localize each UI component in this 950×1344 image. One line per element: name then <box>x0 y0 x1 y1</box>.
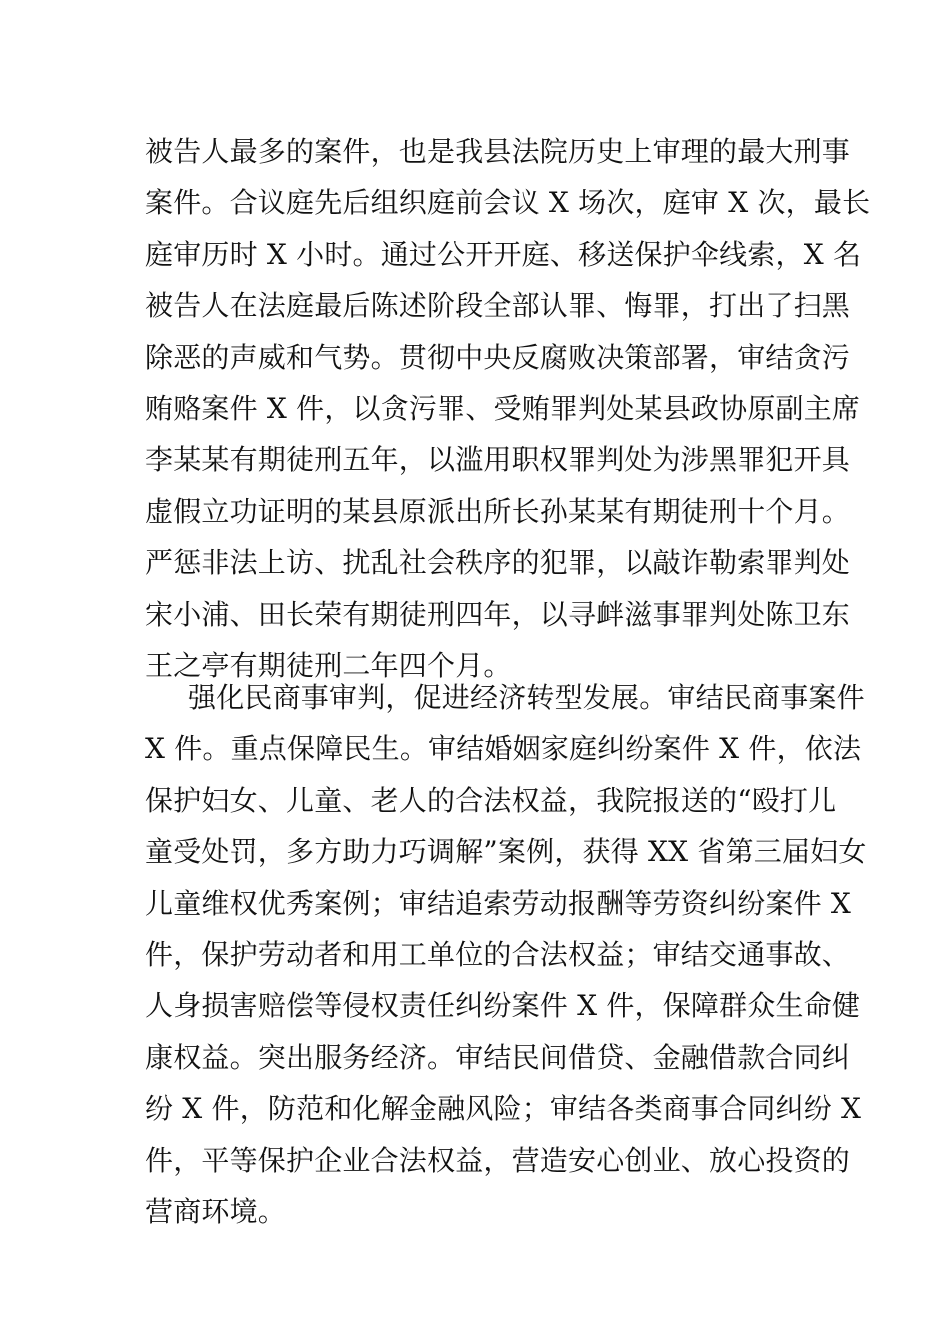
text-line: 童受处罚，多方助力巧调解”案例，获得 XX 省第三届妇女 <box>145 835 867 869</box>
text-line: 李某某有期徒刑五年，以滥用职权罪判处为涉黑罪犯开具 <box>145 443 851 477</box>
paragraph-civil-commercial-trials <box>145 672 867 1237</box>
text-line: 被告人最多的案件，也是我县法院历史上审理的最大刑事 <box>145 135 851 168</box>
text-line: 王之亭有期徒刑二年四个月。 <box>145 648 512 682</box>
text-line: 宋小浦、田长荣有期徒刑四年，以寻衅滋事罪判处陈卫东 <box>145 597 851 631</box>
text-line: 被告人在法庭最后陈述阶段全部认罪、悔罪，打出了扫黑 <box>145 289 851 323</box>
text-line: 纷 X 件，防范和化解金融风险；审结各类商事合同纠纷 X <box>145 1092 862 1126</box>
text-line: 贿赂案件 X 件，以贪污罪、受贿罪判处某县政协原副主席 <box>145 391 861 425</box>
text-line: 件，保护劳动者和用工单位的合法权益；审结交通事故、 <box>145 937 851 971</box>
text-line: 儿童维权优秀案例；审结追索劳动报酬等劳资纠纷案件 X <box>145 886 852 920</box>
text-line: 严惩非法上访、扰乱社会秩序的犯罪，以敲诈勒索罪判处 <box>145 546 851 580</box>
text-line: X 件。重点保障民生。审结婚姻家庭纠纷案件 X 件，依法 <box>145 732 862 766</box>
text-line: 除恶的声威和气势。贯彻中央反腐败决策部署，审结贪污 <box>145 340 851 374</box>
paragraph-criminal-trials <box>145 126 871 691</box>
text-line: 保护妇女、儿童、老人的合法权益，我院报送的“殴打儿 <box>145 783 837 817</box>
text-line: 康权益。突出服务经济。审结民间借贷、金融借款合同纠 <box>145 1040 851 1074</box>
text-line: 件，平等保护企业合法权益，营造安心创业、放心投资的 <box>145 1143 851 1177</box>
text-line: 虚假立功证明的某县原派出所长孙某某有期徒刑十个月。 <box>145 494 851 528</box>
text-line: 庭审历时 X 小时。通过公开开庭、移送保护伞线索，X 名 <box>145 237 862 271</box>
text-line: 案件。合议庭先后组织庭前会议 X 场次，庭审 X 次，最长 <box>145 186 871 220</box>
text-line: 人身损害赔偿等侵权责任纠纷案件 X 件，保障群众生命健 <box>145 989 861 1023</box>
text-line: 营商环境。 <box>145 1194 287 1228</box>
text-line: 强化民商事审判，促进经济转型发展。审结民商事案件 <box>188 681 865 714</box>
